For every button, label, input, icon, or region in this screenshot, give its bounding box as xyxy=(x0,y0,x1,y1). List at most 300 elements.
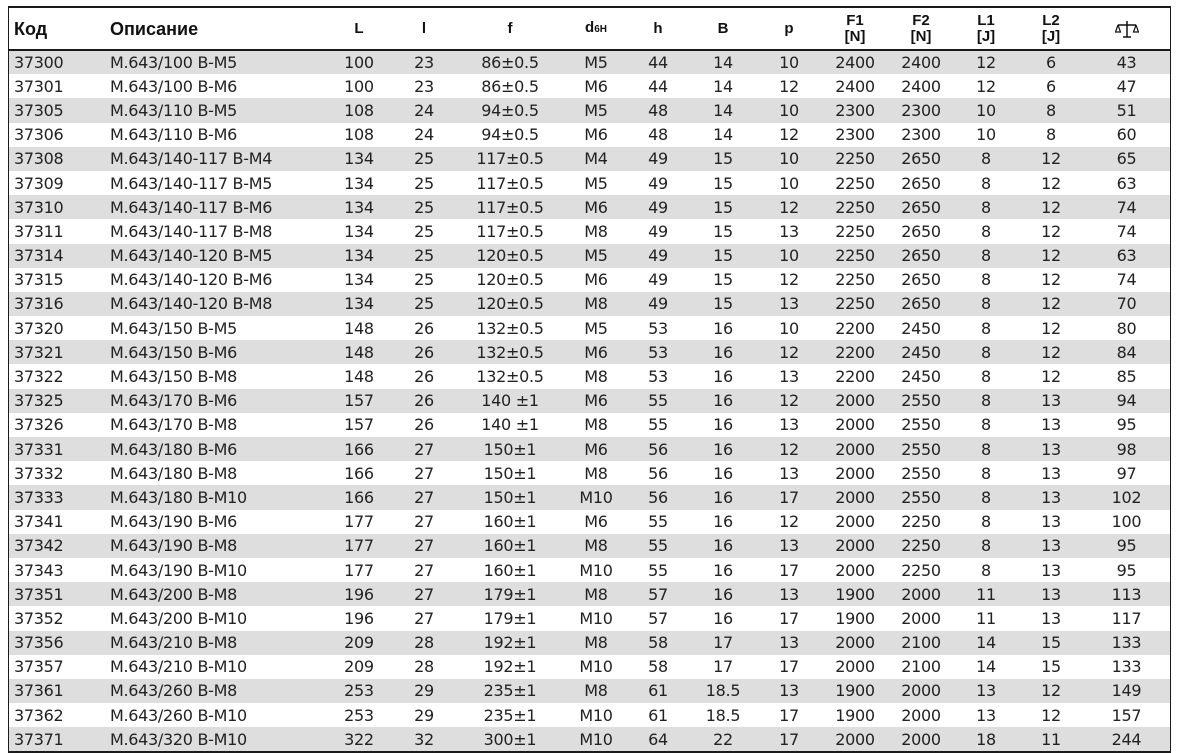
header-l: l xyxy=(421,19,427,37)
cell-B: 15 xyxy=(713,197,733,217)
cell-L2: 13 xyxy=(1041,415,1061,435)
cell-h: 53 xyxy=(648,342,668,362)
cell-p: 12 xyxy=(779,197,799,217)
cell-l: 23 xyxy=(414,76,434,96)
cell-l: 32 xyxy=(414,729,434,749)
cell-f: 140 ±1 xyxy=(481,391,539,411)
cell-L1: 8 xyxy=(981,318,991,338)
cell-d6h: M6 xyxy=(584,76,608,96)
cell-f: 117±0.5 xyxy=(476,149,544,169)
cell-B: 16 xyxy=(713,391,733,411)
cell-B: 14 xyxy=(713,100,733,120)
cell-f: 120±0.5 xyxy=(476,246,544,266)
cell-f: 132±0.5 xyxy=(476,342,544,362)
cell-code: 37301 xyxy=(14,76,64,96)
cell-description: M.643/190 B-M6 xyxy=(110,512,237,532)
cell-l: 25 xyxy=(414,270,434,290)
cell-weight: 95 xyxy=(1116,536,1137,556)
cell-L: 100 xyxy=(344,76,374,96)
cell-h: 49 xyxy=(648,149,668,169)
cell-weight: 63 xyxy=(1116,173,1137,193)
cell-d6h: M10 xyxy=(579,705,613,725)
cell-d6h: M10 xyxy=(579,560,613,580)
cell-F1: 2200 xyxy=(835,367,875,387)
header-L1-unit: [J] xyxy=(976,27,996,45)
cell-L: 196 xyxy=(344,584,374,604)
cell-p: 13 xyxy=(779,633,799,653)
cell-B: 14 xyxy=(713,53,733,73)
header-B: B xyxy=(717,19,729,37)
cell-f: 150±1 xyxy=(483,439,537,459)
cell-p: 13 xyxy=(779,584,799,604)
cell-l: 27 xyxy=(414,608,434,628)
cell-f: 179±1 xyxy=(483,584,537,604)
cell-B: 16 xyxy=(713,560,733,580)
cell-L2: 15 xyxy=(1041,657,1061,677)
cell-B: 15 xyxy=(713,173,733,193)
cell-d6h: M10 xyxy=(579,487,613,507)
cell-F1: 2250 xyxy=(835,246,875,266)
cell-F2: 2650 xyxy=(901,294,941,314)
cell-description: M.643/200 B-M8 xyxy=(110,584,237,604)
cell-weight: 74 xyxy=(1116,270,1137,290)
cell-code: 37314 xyxy=(14,246,64,266)
cell-L1: 10 xyxy=(976,125,996,145)
cell-L1: 8 xyxy=(981,149,991,169)
cell-weight: 102 xyxy=(1111,487,1142,507)
cell-B: 15 xyxy=(713,270,733,290)
cell-L: 134 xyxy=(344,270,374,290)
cell-p: 17 xyxy=(779,705,799,725)
cell-p: 12 xyxy=(779,76,799,96)
cell-weight: 63 xyxy=(1116,246,1137,266)
cell-l: 27 xyxy=(414,512,434,532)
cell-f: 94±0.5 xyxy=(481,100,539,120)
cell-d6h: M6 xyxy=(584,342,608,362)
header-d-sub: 6H xyxy=(594,23,607,35)
cell-L1: 8 xyxy=(981,197,991,217)
cell-f: 94±0.5 xyxy=(481,125,539,145)
table-row xyxy=(9,244,1170,268)
cell-L2: 6 xyxy=(1046,53,1056,73)
cell-F1: 2000 xyxy=(835,560,875,580)
cell-L1: 8 xyxy=(981,463,991,483)
cell-F2: 2650 xyxy=(901,149,941,169)
header-p: p xyxy=(784,19,794,37)
cell-d6h: M8 xyxy=(584,221,608,241)
cell-F1: 2250 xyxy=(835,221,875,241)
cell-F2: 2650 xyxy=(901,173,941,193)
header-weight xyxy=(1083,8,1170,50)
cell-description: M.643/180 B-M10 xyxy=(110,487,247,507)
cell-F1: 2400 xyxy=(835,76,875,96)
cell-F1: 2000 xyxy=(835,657,875,677)
cell-h: 49 xyxy=(648,246,668,266)
cell-F2: 2400 xyxy=(901,76,941,96)
cell-p: 10 xyxy=(779,149,799,169)
table-row xyxy=(9,558,1170,582)
table-row xyxy=(9,98,1170,122)
cell-l: 26 xyxy=(414,367,434,387)
cell-d6h: M5 xyxy=(584,100,608,120)
table-row xyxy=(9,437,1170,461)
cell-l: 25 xyxy=(414,294,434,314)
cell-code: 37341 xyxy=(14,512,64,532)
table-row xyxy=(9,655,1170,679)
cell-weight: 97 xyxy=(1116,463,1137,483)
cell-h: 61 xyxy=(648,705,668,725)
cell-weight: 70 xyxy=(1116,294,1137,314)
cell-h: 58 xyxy=(648,633,668,653)
cell-d6h: M6 xyxy=(584,125,608,145)
cell-L: 322 xyxy=(344,729,374,749)
table-row xyxy=(9,123,1170,147)
header-F2-label: F2 xyxy=(912,11,930,29)
cell-L1: 11 xyxy=(976,584,996,604)
cell-B: 15 xyxy=(713,246,733,266)
cell-description: M.643/110 B-M6 xyxy=(110,125,237,145)
cell-F1: 2000 xyxy=(835,487,875,507)
table-row xyxy=(9,171,1170,195)
cell-p: 12 xyxy=(779,439,799,459)
cell-F2: 2650 xyxy=(901,221,941,241)
cell-L2: 15 xyxy=(1041,633,1061,653)
cell-f: 120±0.5 xyxy=(476,270,544,290)
cell-description: M.643/140-120 B-M6 xyxy=(110,270,273,290)
cell-B: 16 xyxy=(713,439,733,459)
cell-p: 13 xyxy=(779,294,799,314)
cell-F1: 2200 xyxy=(835,318,875,338)
cell-f: 179±1 xyxy=(483,608,537,628)
cell-d6h: M10 xyxy=(579,729,613,749)
cell-f: 117±0.5 xyxy=(476,173,544,193)
cell-L: 134 xyxy=(344,294,374,314)
cell-p: 10 xyxy=(779,246,799,266)
cell-code: 37325 xyxy=(14,391,64,411)
cell-f: 132±0.5 xyxy=(476,367,544,387)
cell-weight: 51 xyxy=(1116,100,1137,120)
cell-weight: 60 xyxy=(1116,125,1137,145)
cell-F1: 2250 xyxy=(835,149,875,169)
cell-F1: 2250 xyxy=(835,270,875,290)
cell-d6h: M8 xyxy=(584,633,608,653)
cell-F1: 2400 xyxy=(835,53,875,73)
cell-d6h: M6 xyxy=(584,197,608,217)
cell-code: 37316 xyxy=(14,294,64,314)
cell-l: 27 xyxy=(414,584,434,604)
cell-L2: 12 xyxy=(1041,270,1061,290)
cell-F1: 1900 xyxy=(835,705,875,725)
cell-f: 117±0.5 xyxy=(476,197,544,217)
table-row xyxy=(9,582,1170,606)
cell-F1: 2000 xyxy=(835,439,875,459)
cell-l: 29 xyxy=(414,681,434,701)
cell-F1: 2300 xyxy=(835,125,875,145)
cell-F2: 2250 xyxy=(901,536,941,556)
cell-p: 12 xyxy=(779,512,799,532)
cell-l: 28 xyxy=(414,657,434,677)
cell-h: 55 xyxy=(648,560,668,580)
cell-B: 15 xyxy=(713,221,733,241)
cell-f: 86±0.5 xyxy=(481,76,539,96)
cell-L: 209 xyxy=(344,657,374,677)
cell-L2: 12 xyxy=(1041,246,1061,266)
cell-L: 134 xyxy=(344,197,374,217)
cell-code: 37351 xyxy=(14,584,64,604)
table-row xyxy=(9,74,1170,98)
cell-l: 26 xyxy=(414,391,434,411)
cell-B: 16 xyxy=(713,318,733,338)
cell-h: 48 xyxy=(648,100,668,120)
cell-L1: 11 xyxy=(976,608,996,628)
cell-B: 16 xyxy=(713,536,733,556)
header-F1-label: F1 xyxy=(846,11,864,29)
table-row xyxy=(9,679,1170,703)
cell-code: 37357 xyxy=(14,657,64,677)
cell-F2: 2000 xyxy=(901,705,941,725)
cell-F2: 2250 xyxy=(901,560,941,580)
cell-F1: 2200 xyxy=(835,342,875,362)
cell-L: 108 xyxy=(344,125,374,145)
cell-d6h: M8 xyxy=(584,294,608,314)
cell-L2: 12 xyxy=(1041,221,1061,241)
cell-B: 18.5 xyxy=(705,705,741,725)
cell-p: 12 xyxy=(779,391,799,411)
cell-B: 17 xyxy=(713,633,733,653)
cell-p: 17 xyxy=(779,729,799,749)
cell-F1: 2000 xyxy=(835,536,875,556)
cell-F2: 2000 xyxy=(901,608,941,628)
cell-L2: 12 xyxy=(1041,197,1061,217)
cell-p: 10 xyxy=(779,53,799,73)
cell-d6h: M8 xyxy=(584,584,608,604)
cell-L1: 8 xyxy=(981,391,991,411)
header-L: L xyxy=(354,19,364,37)
cell-h: 55 xyxy=(648,536,668,556)
cell-d6h: M6 xyxy=(584,439,608,459)
header-L1-label: L1 xyxy=(977,11,995,29)
cell-l: 24 xyxy=(414,100,434,120)
cell-L1: 10 xyxy=(976,100,996,120)
cell-p: 12 xyxy=(779,270,799,290)
cell-L: 148 xyxy=(344,367,374,387)
cell-p: 13 xyxy=(779,536,799,556)
cell-L2: 13 xyxy=(1041,584,1061,604)
cell-h: 48 xyxy=(648,125,668,145)
header-L2 xyxy=(1019,8,1083,50)
cell-L1: 12 xyxy=(976,53,996,73)
spec-table xyxy=(9,8,1170,751)
cell-h: 55 xyxy=(648,415,668,435)
cell-code: 37342 xyxy=(14,536,64,556)
cell-p: 13 xyxy=(779,221,799,241)
scale-icon xyxy=(1115,19,1139,39)
cell-h: 56 xyxy=(648,487,668,507)
cell-L2: 12 xyxy=(1041,149,1061,169)
cell-L: 253 xyxy=(344,681,374,701)
cell-F2: 2550 xyxy=(901,391,941,411)
cell-description: M.643/150 B-M5 xyxy=(110,318,237,338)
cell-L2: 12 xyxy=(1041,367,1061,387)
cell-F1: 2000 xyxy=(835,633,875,653)
header-F2-unit: [N] xyxy=(910,27,932,45)
cell-L2: 12 xyxy=(1041,681,1061,701)
cell-p: 17 xyxy=(779,608,799,628)
cell-code: 37333 xyxy=(14,487,64,507)
cell-weight: 244 xyxy=(1111,729,1142,749)
cell-h: 44 xyxy=(648,76,668,96)
cell-code: 37331 xyxy=(14,439,64,459)
cell-d6h: M10 xyxy=(579,657,613,677)
cell-L2: 12 xyxy=(1041,342,1061,362)
cell-l: 27 xyxy=(414,560,434,580)
cell-l: 27 xyxy=(414,536,434,556)
cell-l: 27 xyxy=(414,439,434,459)
table-row xyxy=(9,389,1170,413)
cell-h: 55 xyxy=(648,391,668,411)
table-row xyxy=(9,340,1170,364)
cell-h: 57 xyxy=(648,608,668,628)
table-row xyxy=(9,50,1170,74)
cell-description: M.643/180 B-M8 xyxy=(110,463,237,483)
cell-code: 37322 xyxy=(14,367,64,387)
cell-l: 29 xyxy=(414,705,434,725)
table-row xyxy=(9,268,1170,292)
table-row xyxy=(9,510,1170,534)
cell-f: 140 ±1 xyxy=(481,415,539,435)
cell-f: 192±1 xyxy=(483,633,537,653)
cell-description: M.643/150 B-M6 xyxy=(110,342,237,362)
cell-p: 13 xyxy=(779,415,799,435)
cell-L1: 13 xyxy=(976,705,996,725)
cell-L1: 8 xyxy=(981,221,991,241)
cell-L1: 8 xyxy=(981,173,991,193)
cell-h: 55 xyxy=(648,512,668,532)
cell-description: M.643/100 B-M5 xyxy=(110,53,237,73)
cell-p: 10 xyxy=(779,173,799,193)
cell-f: 160±1 xyxy=(483,512,537,532)
header-F1-unit: [N] xyxy=(844,27,866,45)
cell-f: 132±0.5 xyxy=(476,318,544,338)
cell-l: 28 xyxy=(414,633,434,653)
cell-F2: 2450 xyxy=(901,367,941,387)
cell-L1: 8 xyxy=(981,512,991,532)
cell-description: M.643/100 B-M6 xyxy=(110,76,237,96)
cell-f: 120±0.5 xyxy=(476,294,544,314)
cell-h: 44 xyxy=(648,53,668,73)
cell-weight: 117 xyxy=(1111,608,1142,628)
cell-p: 17 xyxy=(779,657,799,677)
cell-F2: 2650 xyxy=(901,246,941,266)
cell-weight: 74 xyxy=(1116,221,1137,241)
cell-L: 177 xyxy=(344,512,374,532)
cell-L1: 8 xyxy=(981,246,991,266)
table-row xyxy=(9,461,1170,485)
cell-L2: 13 xyxy=(1041,560,1061,580)
cell-description: M.643/200 B-M10 xyxy=(110,608,247,628)
cell-description: M.643/140-120 B-M8 xyxy=(110,294,273,314)
cell-p: 10 xyxy=(779,318,799,338)
cell-F2: 2000 xyxy=(901,681,941,701)
table-row xyxy=(9,606,1170,630)
cell-l: 26 xyxy=(414,415,434,435)
table-row xyxy=(9,727,1170,751)
cell-f: 86±0.5 xyxy=(481,53,539,73)
table-row xyxy=(9,631,1170,655)
header-d-main: d xyxy=(585,18,595,36)
cell-p: 13 xyxy=(779,463,799,483)
cell-code: 37352 xyxy=(14,608,64,628)
cell-L2: 13 xyxy=(1041,391,1061,411)
cell-F1: 2000 xyxy=(835,512,875,532)
cell-h: 53 xyxy=(648,318,668,338)
table-row xyxy=(9,195,1170,219)
header-d6h xyxy=(565,8,627,50)
cell-L2: 11 xyxy=(1041,729,1061,749)
cell-h: 58 xyxy=(648,657,668,677)
cell-code: 37305 xyxy=(14,100,64,120)
cell-l: 25 xyxy=(414,173,434,193)
cell-F1: 1900 xyxy=(835,681,875,701)
cell-code: 37321 xyxy=(14,342,64,362)
cell-code: 37308 xyxy=(14,149,64,169)
cell-weight: 95 xyxy=(1116,560,1137,580)
cell-l: 25 xyxy=(414,197,434,217)
cell-L2: 12 xyxy=(1041,318,1061,338)
cell-l: 25 xyxy=(414,246,434,266)
cell-description: M.643/140-117 B-M8 xyxy=(110,221,273,241)
cell-code: 37320 xyxy=(14,318,64,338)
cell-L: 148 xyxy=(344,342,374,362)
cell-F2: 2550 xyxy=(901,439,941,459)
cell-L: 157 xyxy=(344,415,374,435)
cell-weight: 133 xyxy=(1111,657,1142,677)
cell-F2: 2000 xyxy=(901,729,941,749)
cell-d6h: M5 xyxy=(584,246,608,266)
cell-f: 117±0.5 xyxy=(476,221,544,241)
header-description: Описание xyxy=(110,18,199,39)
cell-F2: 2250 xyxy=(901,512,941,532)
cell-description: M.643/190 B-M10 xyxy=(110,560,247,580)
cell-description: M.643/260 B-M8 xyxy=(110,681,237,701)
cell-h: 64 xyxy=(648,729,668,749)
cell-F2: 2450 xyxy=(901,342,941,362)
cell-code: 37361 xyxy=(14,681,64,701)
cell-L1: 13 xyxy=(976,681,996,701)
cell-weight: 133 xyxy=(1111,633,1142,653)
cell-d6h: M8 xyxy=(584,367,608,387)
cell-d6h: M8 xyxy=(584,463,608,483)
cell-F1: 1900 xyxy=(835,584,875,604)
cell-description: M.643/170 B-M6 xyxy=(110,391,237,411)
cell-code: 37306 xyxy=(14,125,64,145)
cell-L1: 8 xyxy=(981,536,991,556)
cell-L1: 8 xyxy=(981,294,991,314)
cell-L1: 8 xyxy=(981,342,991,362)
cell-B: 18.5 xyxy=(705,681,741,701)
cell-f: 160±1 xyxy=(483,536,537,556)
cell-F2: 2650 xyxy=(901,270,941,290)
cell-p: 12 xyxy=(779,125,799,145)
cell-F1: 2000 xyxy=(835,463,875,483)
cell-L: 134 xyxy=(344,173,374,193)
cell-d6h: M8 xyxy=(584,415,608,435)
cell-L: 166 xyxy=(344,463,374,483)
cell-l: 25 xyxy=(414,221,434,241)
cell-B: 16 xyxy=(713,512,733,532)
cell-L: 148 xyxy=(344,318,374,338)
cell-L1: 8 xyxy=(981,415,991,435)
